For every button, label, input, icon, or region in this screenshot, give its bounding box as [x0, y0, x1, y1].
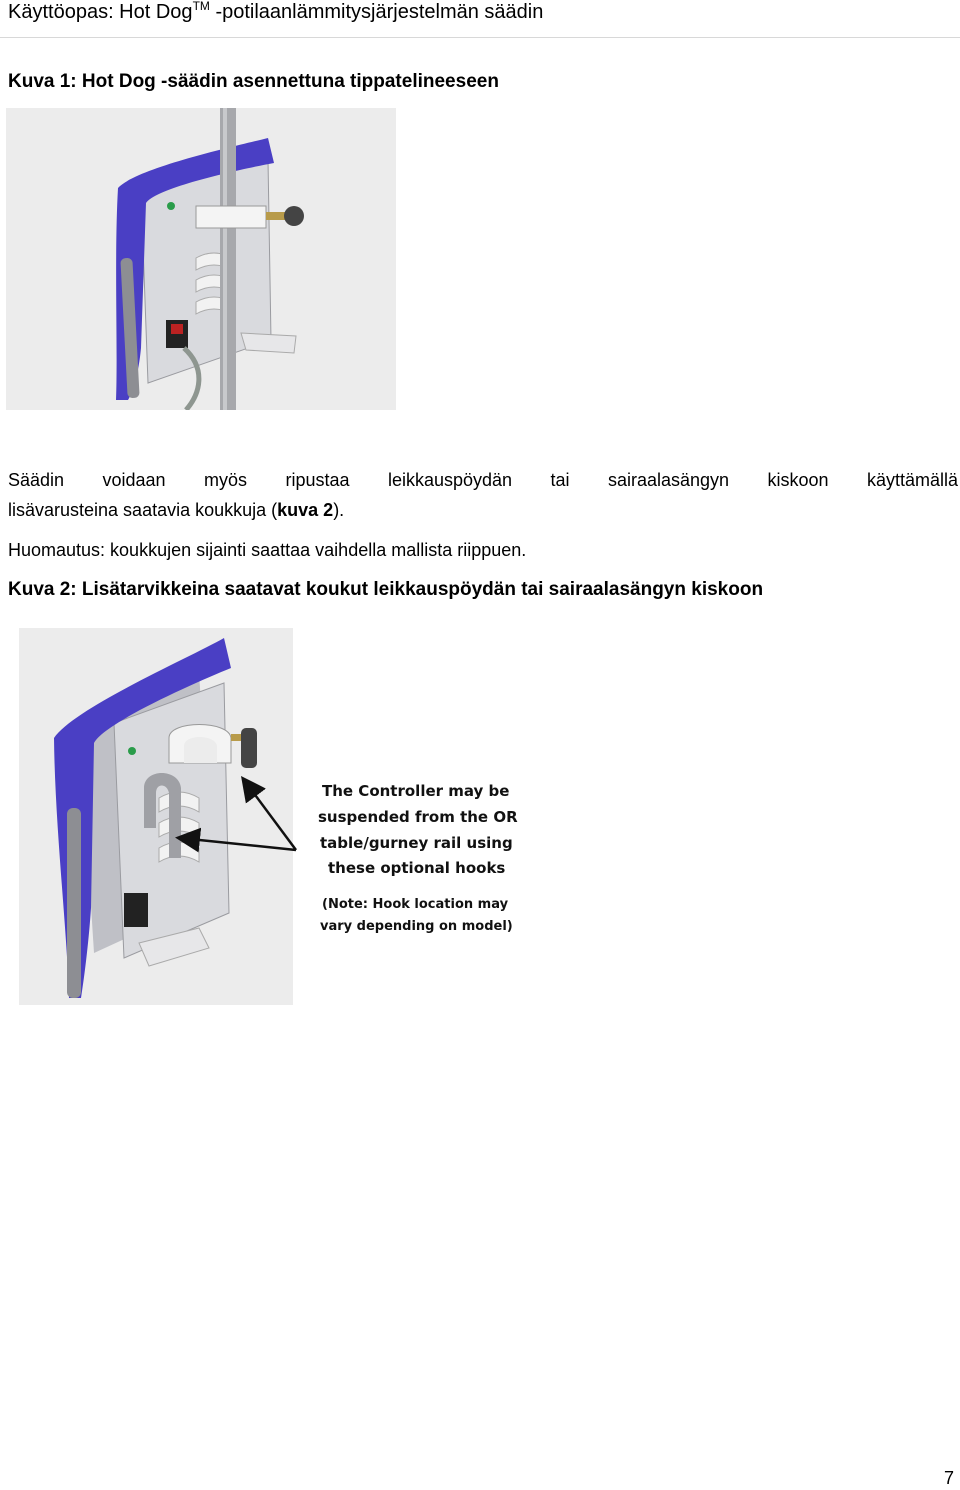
- figure1-image: [6, 108, 396, 410]
- para-text-post: ).: [333, 500, 345, 520]
- callout-overlay: [150, 760, 570, 960]
- para-text-pre: lisävarusteina saatavia koukkuja (: [8, 500, 278, 520]
- arrow-upper-hook: [244, 780, 296, 850]
- document-header: [8, 0, 543, 24]
- callout-note-line-2: vary depending on model): [320, 919, 513, 934]
- figure-reference: kuva 2: [277, 500, 334, 520]
- iv-pole-mount-illustration: [6, 108, 396, 410]
- callout-line-3: table/gurney rail using: [320, 834, 513, 852]
- figure1-caption: Kuva 1: Hot Dog -säädin asennettuna tippatelineeseen: [8, 71, 499, 92]
- header-title-pre: Käyttöopas: Hot Dog: [8, 1, 193, 23]
- callout-note-line-1: (Note: Hook location may: [322, 897, 509, 912]
- header-divider: [0, 37, 960, 38]
- callout-line-1: The Controller may be: [322, 782, 510, 800]
- header-title-post: -potilaanlämmitysjärjestelmän säädin: [209, 1, 544, 23]
- callout-line-2: suspended from the OR: [318, 808, 518, 826]
- figure2-caption: Kuva 2: Lisätarvikkeina saatavat koukut leikkauspöydän tai sairaalasängyn kiskoon: [8, 579, 764, 600]
- page-number: 7: [943, 1468, 954, 1488]
- body-paragraph-line2: [8, 496, 958, 524]
- callout-line-4: these optional hooks: [328, 859, 506, 877]
- arrow-lower-hook: [180, 838, 296, 850]
- body-paragraph-line1: Säädin voidaan myös ripustaa leikkauspöydän tai sairaalasängyn kiskoon käyttämällä: [8, 470, 958, 490]
- trademark-sup: TM: [192, 0, 210, 13]
- note-paragraph: Huomautus: koukkujen sijainti saattaa vaihdella mallista riippuen.: [8, 540, 527, 560]
